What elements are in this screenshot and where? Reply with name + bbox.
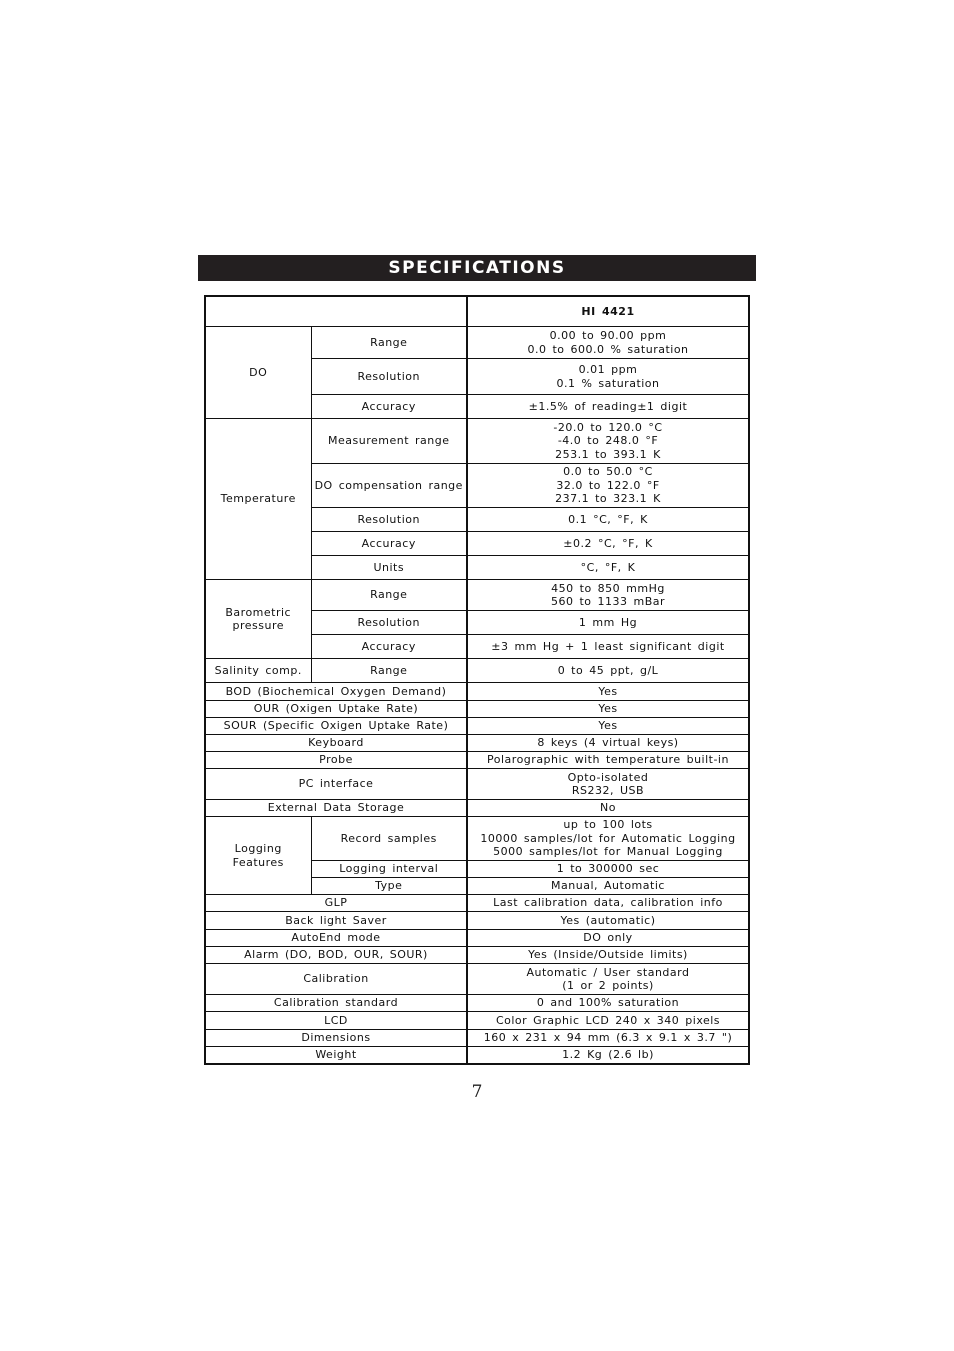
value-line: 32.0 to 122.0 °F [556, 478, 660, 492]
row-value: Last calibration data, calibration info [467, 895, 749, 912]
table-row [205, 769, 749, 800]
table-row [205, 817, 749, 861]
value-line: 0.0 to 600.0 % saturation [527, 342, 689, 356]
param-label: Resolution [311, 508, 467, 532]
table-row [205, 327, 749, 359]
param-value: ±1.5% of reading±1 digit [467, 395, 749, 419]
param-value: ±0.2 °C, °F, K [467, 532, 749, 556]
value-line: (1 or 2 points) [562, 979, 654, 992]
row-value: 0 and 100% saturation [467, 995, 749, 1012]
row-value: 8 keys (4 virtual keys) [467, 735, 749, 752]
row-label: Weight [205, 1047, 467, 1064]
table-row [205, 1047, 749, 1064]
param-value: ±3 mm Hg + 1 least significant digit [467, 635, 749, 659]
param-value [467, 817, 749, 861]
table-row [205, 995, 749, 1012]
table-row [205, 580, 749, 611]
param-value: 1 to 300000 sec [467, 861, 749, 878]
value-line: -20.0 to 120.0 °C [553, 420, 663, 434]
param-value: 0 to 45 ppt, g/L [467, 659, 749, 683]
param-label: Range [311, 659, 467, 683]
param-value [467, 580, 749, 611]
group-label-salinity: Salinity comp. [205, 659, 311, 683]
param-value [467, 327, 749, 359]
row-value: Yes [467, 701, 749, 718]
value-line: 560 to 1133 mBar [550, 595, 666, 608]
row-value: Yes [467, 683, 749, 701]
param-label: Accuracy [311, 635, 467, 659]
value-line: 5000 samples/lot for Manual Logging [493, 845, 723, 859]
section-title: SPECIFICATIONS [388, 258, 566, 278]
row-value [467, 769, 749, 800]
table-row [205, 912, 749, 930]
specifications-table [204, 295, 750, 1065]
param-label: DO compensation range [311, 464, 467, 508]
param-value: °C, °F, K [467, 556, 749, 580]
row-label: GLP [205, 895, 467, 912]
value-line: 237.1 to 323.1 K [555, 492, 661, 506]
table-row [205, 683, 749, 701]
row-value: Polarographic with temperature built-in [467, 752, 749, 769]
param-label: Measurement range [311, 419, 467, 464]
param-label: Range [311, 580, 467, 611]
row-label: Calibration standard [205, 995, 467, 1012]
row-value: Yes [467, 718, 749, 735]
table-row [205, 735, 749, 752]
table-row [205, 964, 749, 995]
value-line: RS232, USB [571, 784, 645, 797]
row-value: Color Graphic LCD 240 x 340 pixels [467, 1012, 749, 1030]
row-value: Yes (Inside/Outside limits) [467, 947, 749, 964]
label-line: Barometric [225, 605, 292, 619]
section-title-bar [198, 255, 756, 281]
row-value: 160 x 231 x 94 mm (6.3 x 9.1 x 3.7 ") [467, 1030, 749, 1047]
row-label: Probe [205, 752, 467, 769]
param-label: Accuracy [311, 532, 467, 556]
value-line: -4.0 to 248.0 °F [557, 434, 659, 448]
param-value: 0.1 °C, °F, K [467, 508, 749, 532]
row-value: Yes (automatic) [467, 912, 749, 930]
group-label-logging: Logging Features [205, 817, 311, 895]
row-value: DO only [467, 930, 749, 947]
row-label: AutoEnd mode [205, 930, 467, 947]
table-row [205, 947, 749, 964]
param-label: Resolution [311, 359, 467, 395]
value-line: Opto-isolated [567, 770, 649, 784]
value-line: up to 100 lots [563, 818, 653, 832]
param-label: Accuracy [311, 395, 467, 419]
table-row [205, 930, 749, 947]
value-line: 0.01 ppm [578, 363, 638, 376]
page-number: 7 [471, 1082, 483, 1102]
param-value [467, 419, 749, 464]
param-label: Units [311, 556, 467, 580]
table-row [205, 800, 749, 817]
header-blank-cell [205, 296, 467, 327]
table-row [205, 752, 749, 769]
row-label: External Data Storage [205, 800, 467, 817]
param-value: Manual, Automatic [467, 878, 749, 895]
row-label: Dimensions [205, 1030, 467, 1047]
row-label: SOUR (Specific Oxigen Uptake Rate) [205, 718, 467, 735]
param-label: Range [311, 327, 467, 359]
value-line: 253.1 to 393.1 K [555, 447, 661, 461]
param-label: Logging interval [311, 861, 467, 878]
param-label: Type [311, 878, 467, 895]
table-row [205, 419, 749, 464]
table-row [205, 659, 749, 683]
value-line: 0.0 to 50.0 °C [563, 465, 653, 479]
group-label-do: DO [205, 327, 311, 419]
param-label: Record samples [311, 817, 467, 861]
row-label: Back light Saver [205, 912, 467, 930]
param-value: 1 mm Hg [467, 611, 749, 635]
table-row [205, 701, 749, 718]
row-value: No [467, 800, 749, 817]
group-label-temperature: Temperature [205, 419, 311, 580]
value-line: 10000 samples/lot for Automatic Logging [480, 831, 736, 845]
table-row [205, 895, 749, 912]
row-label: Keyboard [205, 735, 467, 752]
row-value: 1.2 Kg (2.6 lb) [467, 1047, 749, 1064]
table-header-row [205, 296, 749, 327]
row-label: BOD (Biochemical Oxygen Demand) [205, 683, 467, 701]
value-line: Automatic / User standard [526, 965, 690, 979]
row-label: Calibration [205, 964, 467, 995]
label-line: pressure [232, 619, 284, 632]
row-label: Alarm (DO, BOD, OUR, SOUR) [205, 947, 467, 964]
table-row [205, 1012, 749, 1030]
row-label: PC interface [205, 769, 467, 800]
model-header: HI 4421 [467, 296, 749, 327]
value-line: 450 to 850 mmHg [551, 581, 665, 595]
group-label-barometric [205, 580, 311, 659]
table-row [205, 718, 749, 735]
row-value [467, 964, 749, 995]
param-label: Resolution [311, 611, 467, 635]
value-line: 0.00 to 90.00 ppm [549, 329, 667, 342]
row-label: OUR (Oxigen Uptake Rate) [205, 701, 467, 718]
param-value [467, 464, 749, 508]
row-label: LCD [205, 1012, 467, 1030]
param-value [467, 359, 749, 395]
value-line: 0.1 % saturation [556, 376, 660, 390]
table-row [205, 1030, 749, 1047]
